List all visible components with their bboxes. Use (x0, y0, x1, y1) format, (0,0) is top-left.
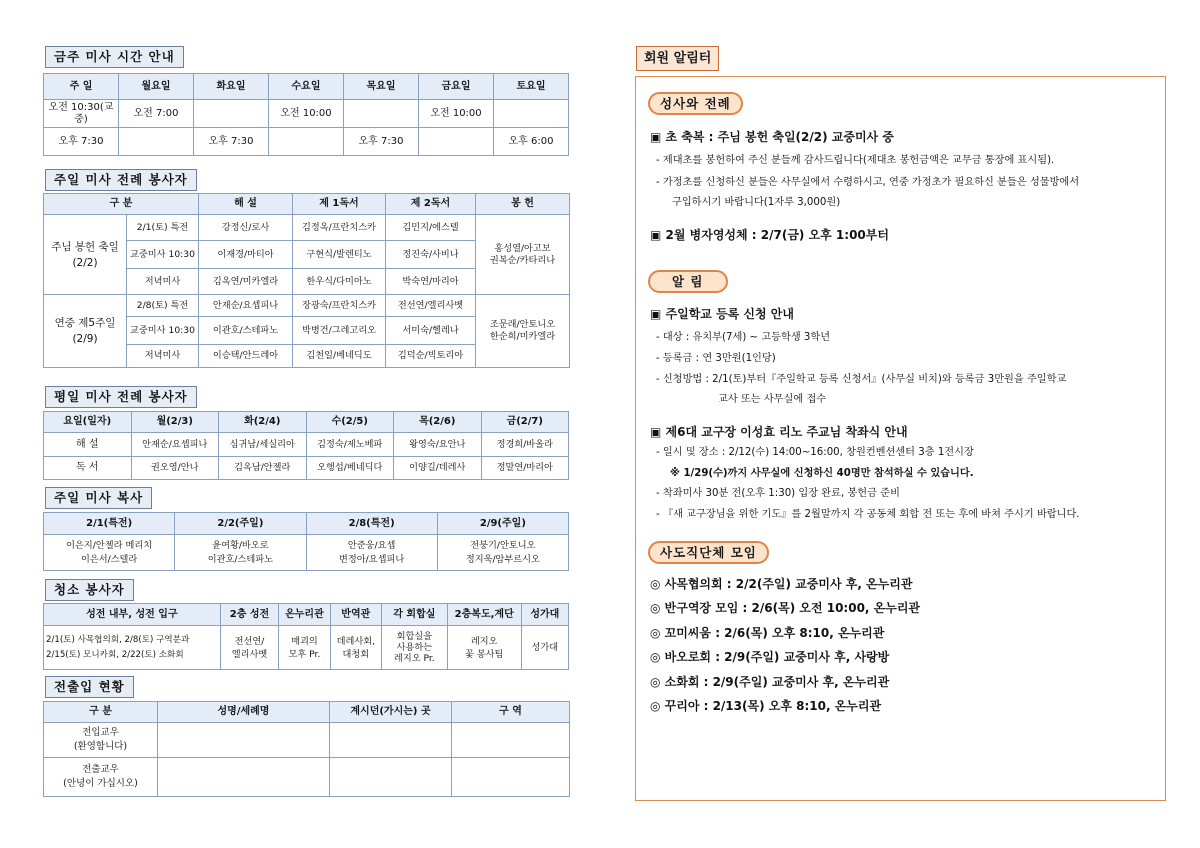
cell: 김민지/에스텔 (386, 215, 476, 241)
header-cell: 제 2독서 (386, 194, 476, 215)
header-cell: 성전 내부, 성전 입구 (44, 604, 221, 626)
cell: 김덕순/빅토리아 (386, 345, 476, 368)
header-cell: 봉 헌 (476, 194, 570, 215)
cell: 교중미사 10:30 (127, 317, 199, 345)
cleaning-table (43, 603, 569, 670)
sacraments-pill: 성사와 전례 (648, 92, 743, 115)
header-cell: 2층 성전 (220, 604, 279, 626)
cell: 정말연/마리아 (481, 457, 569, 480)
cell: 오전 10:00 (269, 100, 344, 128)
cell: 이승택/안드레아 (199, 345, 293, 368)
altar-servers-table (43, 512, 569, 571)
header-cell: 요일(일자) (44, 412, 132, 433)
header-cell: 반역관 (330, 604, 381, 626)
meeting-item: ◎ 반구역장 모임 : 2/6(목) 오전 10:00, 온누리관 (650, 601, 921, 615)
header-cell: 수(2/5) (306, 412, 394, 433)
header-cell: 2층복도,계단 (447, 604, 521, 626)
candle-blessing-item: ▣ 초 축복 : 주님 봉헌 축일(2/2) 교중미사 중 (650, 130, 894, 144)
table-row (44, 535, 569, 571)
cell: 전선연/엘리사벳 (386, 295, 476, 317)
header-cell: 수요일 (269, 74, 344, 100)
cell: 이양길/데레사 (394, 457, 482, 480)
sunday-liturgy-title: 주일 미사 전례 봉사자 (45, 169, 197, 191)
cell: 독 서 (44, 457, 132, 480)
offering-cell: 조문래/안토니오 한순희/미카엘라 (476, 295, 570, 368)
meeting-item: ◎ 꾸리아 : 2/13(목) 오후 8:10, 온누리관 (650, 699, 882, 713)
table-row (44, 295, 570, 317)
announce-pill: 알 림 (648, 270, 728, 293)
weekday-liturgy-table (43, 411, 569, 480)
cell: 오행섭/베네딕다 (306, 457, 394, 480)
header-cell: 성가대 (521, 604, 568, 626)
groups-pill: 사도직단체 모임 (648, 541, 769, 564)
table-row (44, 723, 570, 758)
cell: 전선연/ 엘리사벳 (220, 626, 279, 670)
header-cell: 온누리관 (279, 604, 330, 626)
cell: 2/8(토) 특전 (127, 295, 199, 317)
altar-servers-title: 주일 미사 복사 (45, 487, 152, 509)
cell (494, 100, 569, 128)
cell: 교중미사 10:30 (127, 241, 199, 269)
header-cell: 구 분 (44, 702, 158, 723)
cell: 전출교우 (안녕이 가십시오) (44, 758, 158, 797)
notice-sub: - 신청방법 : 2/1(토)부터『주일학교 등록 신청서』(사무실 비치)와 등록금 3만원을 주일학교 (656, 374, 1067, 385)
header-cell: 금(2/7) (481, 412, 569, 433)
cell: 안재순/요셉피나 (131, 433, 219, 457)
cell: 이관호/스테파노 (199, 317, 293, 345)
cell: 이재경/마티아 (199, 241, 293, 269)
feast-name: 연중 제5주일 (2/9) (44, 295, 127, 368)
cell: 오후 7:30 (44, 128, 119, 156)
table-row (44, 626, 569, 670)
header-cell: 금요일 (419, 74, 494, 100)
notice-sub: - 대상 : 유치부(7세) ~ 고등학생 3학년 (656, 332, 831, 343)
cell: 한우식/다미아노 (293, 269, 386, 295)
cell: 매괴의 모후 Pr. (279, 626, 330, 670)
header-cell: 화요일 (194, 74, 269, 100)
cell: 장광숙/프란치스카 (293, 295, 386, 317)
cell: 오후 7:30 (344, 128, 419, 156)
notice-sub: 구입하시기 바랍니다(1자루 3,000원) (672, 197, 841, 208)
mass-times-title: 금주 미사 시간 안내 (45, 46, 184, 68)
transfer-title: 전출입 현황 (45, 676, 134, 698)
table-row (44, 128, 569, 156)
cell (269, 128, 344, 156)
cleaning-title: 청소 봉사자 (45, 579, 134, 601)
table-row (44, 215, 570, 241)
cell: 이은지/안젤라 메리치 이은서/스텔라 (44, 535, 175, 571)
cell: 회합실을 사용하는 레지오 Pr. (381, 626, 447, 670)
table-row (44, 758, 570, 797)
cell: 윤여황/바오로 이관호/스테파노 (175, 535, 306, 571)
cell: 정진숙/사비나 (386, 241, 476, 269)
header-cell: 구 분 (44, 194, 199, 215)
notice-sub: - 『새 교구장님을 위한 기도』를 2월말까지 각 공동체 회합 전 또는 후에 바쳐 주시기 바랍니다. (656, 509, 1080, 520)
cell: 왕영숙/요안나 (394, 433, 482, 457)
cell: 안준웅/요셉 변정아/요셉피나 (306, 535, 437, 571)
header-cell: 2/9(주일) (437, 513, 568, 535)
header-cell: 2/1(특전) (44, 513, 175, 535)
notice-sub: 교사 또는 사무실에 접수 (718, 394, 827, 405)
bishop-installation-item: ▣ 제6대 교구장 이성효 리노 주교님 착좌식 안내 (650, 425, 908, 439)
sick-communion-item: ▣ 2월 병자영성체 : 2/7(금) 오후 1:00부터 (650, 228, 889, 242)
header-cell: 구 역 (452, 702, 570, 723)
cell: 김옥연/미카엘라 (199, 269, 293, 295)
cell: 데레사회, 대청회 (330, 626, 381, 670)
header-cell: 목요일 (344, 74, 419, 100)
notice-sub: - 일시 및 장소 : 2/12(수) 14:00~16:00, 창원컨벤션센터 3층 1전시장 (656, 447, 974, 458)
cell: 김정숙/제노베파 (306, 433, 394, 457)
header-cell: 월요일 (119, 74, 194, 100)
notice-sub: - 제대초를 봉헌하여 주신 분들께 감사드립니다(제대초 봉헌금액은 교무금 통장에 표시됨). (656, 155, 1055, 166)
cell (419, 128, 494, 156)
header-cell: 주 일 (44, 74, 119, 100)
header-cell: 2/2(주일) (175, 513, 306, 535)
sunday-liturgy-table (43, 193, 570, 368)
cell: 저녁미사 (127, 269, 199, 295)
header-cell: 목(2/6) (394, 412, 482, 433)
cell: 김옥남/안젤라 (219, 457, 307, 480)
weekday-liturgy-title: 평일 미사 전례 봉사자 (45, 386, 197, 408)
cell: 김정옥/프란치스카 (293, 215, 386, 241)
meeting-item: ◎ 소화회 : 2/9(주일) 교중미사 후, 온누리관 (650, 675, 890, 689)
cell: 2/1(토) 특전 (127, 215, 199, 241)
notice-title: 회원 알림터 (636, 46, 719, 71)
header-cell: 월(2/3) (131, 412, 219, 433)
header-cell: 토요일 (494, 74, 569, 100)
cell: 2/1(토) 사목협의회, 2/8(토) 구역분과 2/15(토) 모니카회, 2/22(토) 소화회 (44, 626, 221, 670)
cell: 오후 7:30 (194, 128, 269, 156)
cell: 레지오 꽃 봉사팀 (447, 626, 521, 670)
meeting-item: ◎ 사목협의회 : 2/2(주일) 교중미사 후, 온누리관 (650, 577, 913, 591)
cell (194, 100, 269, 128)
cell: 해 설 (44, 433, 132, 457)
meeting-item: ◎ 꼬미씨움 : 2/6(목) 오후 8:10, 온누리관 (650, 626, 885, 640)
cell: 김천일/베네딕도 (293, 345, 386, 368)
cell: 박병건/그레고리오 (293, 317, 386, 345)
cell: 구현식/발렌티노 (293, 241, 386, 269)
notice-sub: - 가정초를 신청하신 분들은 사무실에서 수령하시고, 연중 가정초가 필요하신 분들은 성물방에서 (656, 177, 1080, 188)
cell: 오전 10:30(교중) (44, 100, 119, 128)
meeting-item: ◎ 바오로회 : 2/9(주일) 교중미사 후, 사랑방 (650, 650, 890, 664)
offering-cell: 홍성열/아고보 권복순/카타리나 (476, 215, 570, 295)
cell: 전입교우 (환영합니다) (44, 723, 158, 758)
header-cell: 해 설 (199, 194, 293, 215)
notice-sub: - 착좌미사 30분 전(오후 1:30) 입장 완료, 봉헌금 준비 (656, 488, 900, 499)
cell: 오전 10:00 (419, 100, 494, 128)
cell: 심귀남/세실리아 (219, 433, 307, 457)
cell: 정경희/바올라 (481, 433, 569, 457)
sunday-school-item: ▣ 주일학교 등록 신청 안내 (650, 307, 794, 321)
transfer-table (43, 701, 570, 797)
header-cell: 성명/세례명 (158, 702, 330, 723)
cell: 강정신/로사 (199, 215, 293, 241)
cell: 서미숙/헬레나 (386, 317, 476, 345)
cell: 안재순/요셉피나 (199, 295, 293, 317)
cell: 오전 7:00 (119, 100, 194, 128)
notice-sub: ※ 1/29(수)까지 사무실에 신청하신 40명만 참석하실 수 있습니다. (670, 468, 974, 479)
cell (119, 128, 194, 156)
header-cell: 2/8(특전) (306, 513, 437, 535)
cell: 성가대 (521, 626, 568, 670)
mass-times-table (43, 73, 569, 156)
cell: 오후 6:00 (494, 128, 569, 156)
cell (344, 100, 419, 128)
header-cell: 계시던(가시는) 곳 (330, 702, 452, 723)
cell: 박숙연/마리아 (386, 269, 476, 295)
table-row (44, 433, 569, 457)
header-cell: 화(2/4) (219, 412, 307, 433)
header-cell: 각 회합실 (381, 604, 447, 626)
header-cell: 제 1독서 (293, 194, 386, 215)
cell: 전붕기/안토니오 정지욱/암부르시오 (437, 535, 568, 571)
cell: 권오영/안나 (131, 457, 219, 480)
table-row (44, 100, 569, 128)
notice-sub: - 등록금 : 연 3만원(1인당) (656, 353, 776, 364)
cell: 저녁미사 (127, 345, 199, 368)
table-row (44, 457, 569, 480)
feast-name: 주님 봉헌 축일 (2/2) (44, 215, 127, 295)
